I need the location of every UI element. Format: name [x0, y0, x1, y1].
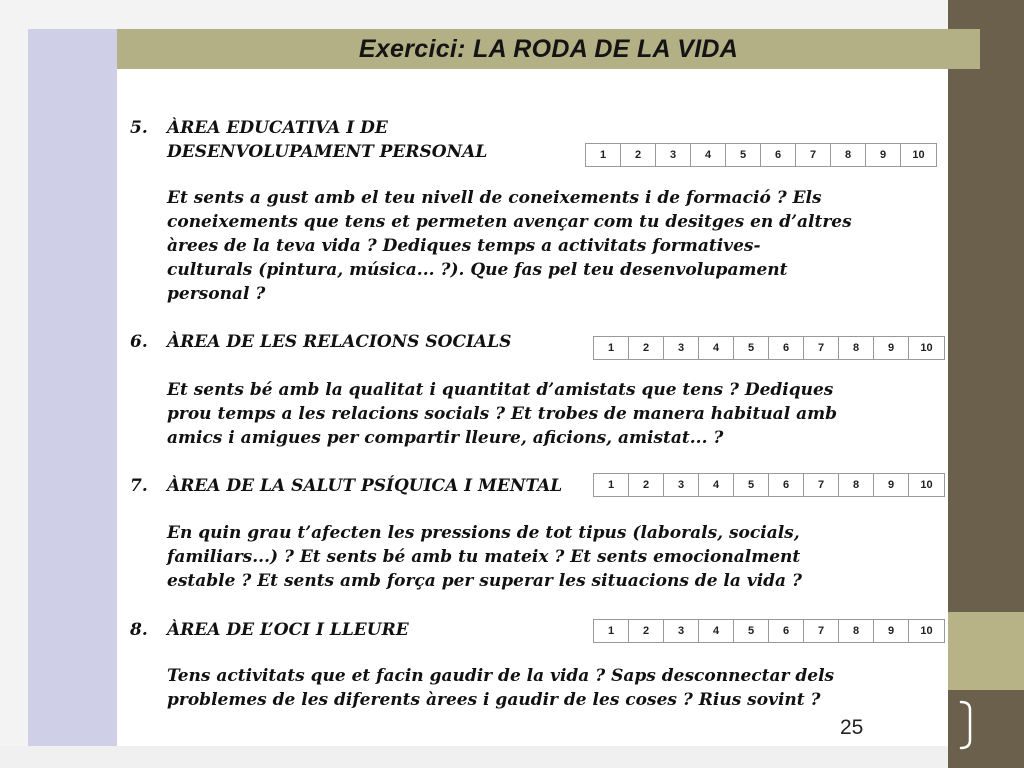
scale-cell[interactable]: 5 — [734, 337, 769, 359]
scale-cell[interactable]: 1 — [594, 474, 629, 496]
page-number: 25 — [840, 716, 864, 739]
rating-scale[interactable] — [593, 336, 945, 360]
scale-cell[interactable]: 7 — [804, 337, 839, 359]
scale-cell[interactable]: 1 — [594, 620, 629, 642]
scale-cell[interactable]: 3 — [664, 337, 699, 359]
scale-cell[interactable]: 7 — [796, 144, 831, 166]
section-body-line: Tens activitats que et facin gaudir de la vida ? Saps desconnectar dels — [167, 666, 835, 686]
section-body-line: familiars...) ? Et sents bé amb tu mateix ? Et sents emocionalment — [167, 547, 801, 567]
rating-scale[interactable] — [585, 143, 937, 167]
scale-cell[interactable]: 8 — [839, 620, 874, 642]
scale-cell[interactable]: 3 — [664, 474, 699, 496]
scale-cell[interactable]: 7 — [804, 474, 839, 496]
scale-cell[interactable]: 5 — [726, 144, 761, 166]
scale-cell[interactable]: 6 — [769, 474, 804, 496]
scale-cell[interactable]: 1 — [586, 144, 621, 166]
scale-cell[interactable]: 5 — [734, 474, 769, 496]
scale-cell[interactable]: 2 — [629, 620, 664, 642]
scale-cell[interactable]: 6 — [761, 144, 796, 166]
section-heading: ÀREA DE L’OCI I LLEURE — [167, 620, 409, 640]
scale-cell[interactable]: 8 — [831, 144, 866, 166]
scale-cell[interactable]: 9 — [874, 620, 909, 642]
scale-cell[interactable]: 4 — [699, 337, 734, 359]
scale-cell[interactable]: 2 — [629, 474, 664, 496]
section-body-line: coneixements que tens et permeten avençar com tu desitges en d’altres — [167, 212, 852, 232]
section-body-line: amics i amigues per compartir lleure, aficions, amistat... ? — [167, 428, 724, 448]
section-body-line: En quin grau t’afecten les pressions de tot tipus (laborals, socials, — [167, 523, 800, 543]
section-body-line: prou temps a les relacions socials ? Et trobes de manera habitual amb — [167, 404, 837, 424]
scale-cell[interactable]: 10 — [912, 149, 925, 161]
section-body-line: estable ? Et sents amb força per superar les situacions de la vida ? — [167, 571, 802, 591]
scale-cell[interactable]: 4 — [699, 474, 734, 496]
section-number: 6. — [130, 332, 148, 352]
scale-cell[interactable]: 8 — [839, 337, 874, 359]
section-body-line: Et sents a gust amb el teu nivell de coneixements i de formació ? Els — [167, 188, 822, 208]
rating-scale[interactable] — [593, 619, 945, 643]
section-heading: ÀREA DE LA SALUT PSÍQUICA I MENTAL — [167, 476, 563, 496]
section-heading: ÀREA DE LES RELACIONS SOCIALS — [167, 332, 512, 352]
scale-cell[interactable]: 5 — [734, 620, 769, 642]
section-body-line: culturals (pintura, música... ?). Que fas pel teu desenvolupament — [167, 260, 788, 280]
background-top — [0, 0, 948, 29]
section-body-line: àrees de la teva vida ? Dediques temps a activitats formatives- — [167, 236, 761, 256]
section-heading: ÀREA EDUCATIVA I DE — [167, 118, 388, 138]
scale-cell[interactable]: 9 — [874, 337, 909, 359]
page-title: Exercici: LA RODA DE LA VIDA — [358, 34, 739, 63]
scale-cell[interactable]: 10 — [920, 479, 933, 491]
left-decorative-band — [28, 29, 117, 746]
scale-cell[interactable]: 9 — [874, 474, 909, 496]
background-bottom — [0, 746, 948, 768]
scale-cell[interactable]: 6 — [769, 620, 804, 642]
section-body-line: problemes de les diferents àrees i gaudir de les coses ? Rius sovint ? — [167, 690, 821, 710]
section-number: 8. — [130, 620, 148, 640]
scale-cell[interactable]: 2 — [621, 144, 656, 166]
section-body-line: personal ? — [167, 284, 266, 304]
section-number: 7. — [130, 476, 148, 496]
section-number: 5. — [130, 118, 148, 138]
scale-cell[interactable]: 1 — [594, 337, 629, 359]
scale-cell[interactable]: 6 — [769, 337, 804, 359]
scale-cell[interactable]: 4 — [699, 620, 734, 642]
scale-cell[interactable]: 3 — [656, 144, 691, 166]
scale-cell[interactable]: 2 — [629, 337, 664, 359]
scale-cell[interactable]: 10 — [920, 625, 933, 637]
scale-cell[interactable]: 8 — [839, 474, 874, 496]
scale-cell[interactable]: 4 — [691, 144, 726, 166]
scale-cell[interactable]: 9 — [866, 144, 901, 166]
scale-cell[interactable]: 7 — [804, 620, 839, 642]
section-body-line: Et sents bé amb la qualitat i quantitat d’amistats que tens ? Dediques — [167, 380, 834, 400]
background-left — [0, 0, 28, 768]
title-bar — [117, 29, 980, 69]
scale-cell[interactable]: 10 — [920, 342, 933, 354]
section-heading: DESENVOLUPAMENT PERSONAL — [167, 142, 488, 162]
rating-scale[interactable] — [593, 473, 945, 497]
brace-decoration-icon — [958, 700, 974, 750]
scale-cell[interactable]: 3 — [664, 620, 699, 642]
right-accent-block — [948, 612, 1024, 690]
